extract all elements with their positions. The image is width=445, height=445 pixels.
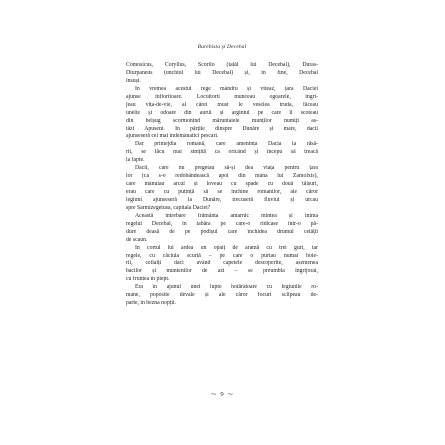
text-line: ajunseseră cei mai îndemânatici pescari. — [126, 133, 219, 140]
text-line: rii, ceilalți daci având capetele descoperite, asemenea — [126, 260, 318, 267]
text-line: mane, poposite devale și ale căror focuri sclipeau de- — [126, 292, 318, 299]
text-line: În vremea acestui rege mândru și viteaz, țara Daciei — [135, 85, 318, 92]
body-text — [126, 62, 318, 308]
paragraph — [126, 213, 318, 245]
running-head: Burebista și Decebal — [197, 44, 247, 50]
text-line: erau care cu putință să se închine romanilor, ale căror — [126, 189, 318, 195]
paragraph — [126, 86, 318, 142]
text-line: spre Sarmizegetusa, capitala Daciei? — [126, 204, 211, 211]
paragraph — [126, 245, 318, 285]
paragraph — [126, 284, 318, 308]
text-line: din belșug scormonind măruntaiele munților numiți as- — [126, 117, 318, 124]
text-line: Această întrebare frământa amarnic mintea și inima — [135, 212, 318, 219]
text-line: bacilor și muntenilor de azi – se preumbla îngrijorat, — [126, 268, 318, 275]
text-line: jeau vița-de-vie, al cărei must le veselea truda, făceau — [126, 101, 318, 108]
text-line: la fapte. — [126, 157, 145, 164]
folio-ornament-left: ⁓ — [210, 391, 217, 398]
text-line: regele, cu căciula scurtă – pe care o purtau numai boie- — [126, 252, 318, 259]
text-line: Comosicus, Coryllus, Scorilo (tatăl lui Decebal), Duras- — [126, 62, 318, 68]
text-line: unelte și odoare din aurul și argintul pe care îl scoteau — [126, 109, 318, 116]
text-line: cu fruntea în piept. — [126, 276, 170, 283]
page-number-value: 9 — [220, 391, 224, 398]
text-line: dure deasă de pe podișul care închidea drumul cetății — [126, 228, 318, 235]
text-line: Dar primejdia romană, care amenința Dacia la răsă- — [135, 141, 318, 148]
text-line: ajunse înfloritoare. Locuitorii munceau ogoarele, îngri- — [126, 93, 318, 100]
text-line: lor (ca s-o redobândească apoi din mâna lui Zamolxis), — [126, 173, 318, 180]
text-line: Diurpaneus (unchiul lui Decebal) și, în fine, Decebal — [126, 69, 318, 76]
text-line: tăzi Apuseni. În părțile dinspre Dunăre și mare, dacii — [126, 125, 318, 132]
text-line: însuși. — [126, 77, 141, 84]
folio-ornament-right: ⁓ — [227, 391, 234, 398]
paragraph — [126, 141, 318, 165]
page-number — [126, 391, 318, 399]
paragraph — [126, 62, 318, 86]
text-line: Dacii, care nu pregetau să-și dea viața pentru țara — [135, 165, 318, 172]
text-line: care mânuiau arcul și loveau cu spade cu două tăișuri, — [126, 181, 318, 188]
text-line: În cortul lui ardea un opaiț de aramă cu trei guri, iar — [135, 244, 318, 251]
text-line: regelui Decebal, în tabăra pe care-o ridicase într-o pă- — [126, 220, 318, 227]
text-line: parte, în bezna nopții. — [126, 300, 176, 307]
text-line: Era în ajunul unei lupte hotărâtoare cu legiunile ro- — [135, 284, 318, 291]
paragraph — [126, 165, 318, 213]
text-line: legiuni ajunseseră la Dunăre, trecuseră fluviul și urcau — [126, 196, 318, 203]
text-line: de scaun. — [126, 236, 148, 243]
text-line: rit, se făcu mai simțită ca oricând și începu să treacă — [126, 149, 318, 156]
